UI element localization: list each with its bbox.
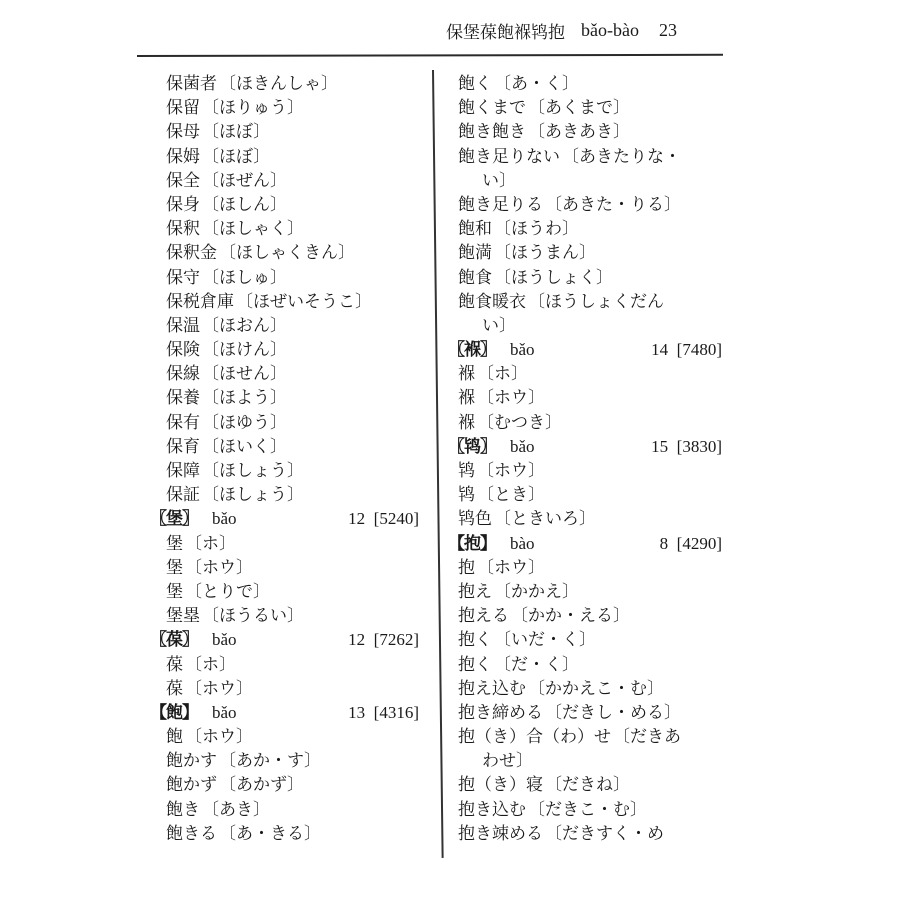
entry-word: 飽食暖衣 (458, 291, 526, 312)
entry-reading: 〔ホウ〕 (185, 727, 253, 748)
word-entry (448, 411, 728, 435)
entry-reading: 〔だきあ (613, 727, 681, 748)
headword-entry (150, 701, 425, 725)
word-entry (448, 653, 728, 677)
entry-word: 褓 (458, 364, 475, 385)
entry-word: 保全 (166, 170, 200, 191)
word-entry (150, 241, 425, 265)
stroke-count: 15 (651, 436, 669, 456)
stroke-count-and-code (660, 532, 722, 556)
right-column (448, 72, 728, 846)
word-entry (448, 217, 728, 241)
word-entry (448, 241, 728, 265)
entry-word: 抱き締める (458, 702, 543, 723)
entry-word: 保菌者 (166, 74, 217, 94)
entry-word: 保釈金 (166, 243, 217, 264)
word-entry (448, 725, 728, 749)
word-entry (448, 773, 728, 797)
entry-reading: 〔ホウ〕 (185, 557, 253, 578)
entry-reading: 〔とき〕 (477, 485, 545, 506)
entry-word: 褓 (458, 388, 475, 409)
entry-reading: 〔ホウ〕 (185, 678, 253, 699)
entry-reading: 〔いだ・く〕 (494, 630, 596, 651)
entry-word: 鸨 (458, 485, 475, 506)
stroke-count-and-code (651, 435, 722, 459)
entry-reading: 〔かかえこ・む〕 (528, 678, 664, 699)
entry-reading: 〔ときいろ〕 (494, 509, 596, 530)
entry-word: 抱く (458, 654, 492, 675)
word-entry (150, 193, 425, 217)
entry-word: 葆 (166, 654, 183, 675)
word-entry (150, 266, 425, 290)
header-rule (137, 54, 723, 57)
word-entry (448, 290, 728, 314)
entry-word: 鸨色 (458, 509, 492, 530)
entry-word: 保姆 (166, 146, 200, 167)
entry-word: 抱える (458, 606, 509, 627)
word-entry (150, 653, 425, 677)
entry-reading: 〔かか・える〕 (511, 606, 630, 627)
word-entry (448, 96, 728, 120)
headword-entry (448, 532, 728, 556)
running-header (446, 14, 677, 46)
entry-reading: 〔だきね〕 (545, 775, 630, 796)
headword-entry (448, 435, 728, 459)
headword-character: 〖堡〗 (150, 509, 198, 530)
entry-word: 飽かす (166, 751, 217, 772)
entry-word: 抱く (458, 630, 492, 651)
entry-reading: 〔ホウ〕 (477, 461, 545, 481)
entry-reading: 〔ほうしょくだん (528, 291, 664, 312)
entry-word: 飽食 (458, 267, 492, 288)
word-entry (150, 822, 425, 846)
entry-reading: 〔とりで〕 (185, 581, 270, 602)
headword-character: 〖鸨〗 (448, 436, 496, 457)
entry-reading: 〔あかず〕 (219, 775, 304, 796)
entry-word: 抱き込む (458, 799, 526, 820)
word-entry (150, 338, 425, 362)
word-entry (448, 72, 728, 96)
stroke-count-and-code (651, 338, 722, 362)
entry-word: 保温 (166, 315, 200, 336)
stroke-count-and-code (348, 628, 419, 652)
word-entry (150, 580, 425, 604)
entry-continuation (448, 169, 728, 193)
word-entry (150, 145, 425, 169)
word-entry (448, 628, 728, 652)
entry-word: 抱え (458, 581, 492, 602)
entry-reading: 〔ホウ〕 (477, 557, 545, 578)
word-entry (448, 386, 728, 410)
headword-entry (150, 628, 425, 652)
headword-pinyin: bǎo (510, 436, 535, 456)
entry-word: 保留 (166, 98, 200, 119)
entry-reading: 〔あき〕 (202, 799, 270, 820)
entry-word: 褓 (458, 412, 475, 433)
entry-reading: わせ〕 (482, 751, 533, 772)
word-entry (150, 604, 425, 628)
word-entry (150, 459, 425, 483)
word-entry (150, 120, 425, 144)
left-column (150, 72, 425, 846)
headword-entry (150, 507, 425, 531)
entry-word: 抱え込む (458, 678, 526, 699)
entry-reading: 〔あか・す〕 (219, 751, 321, 772)
entry-word: 鸨 (458, 461, 475, 481)
word-entry (150, 314, 425, 338)
entry-word: 飽きる (166, 823, 217, 844)
entry-reading: 〔ほうしょく〕 (494, 267, 613, 288)
entry-reading: 〔ほぜん〕 (202, 170, 287, 191)
entry-reading: 〔ホウ〕 (477, 388, 545, 409)
stroke-count: 12 (348, 509, 366, 529)
headword-pinyin: bǎo (510, 340, 535, 360)
entry-word: 保障 (166, 461, 200, 481)
word-entry (448, 604, 728, 628)
entry-reading: 〔ほきんしゃ〕 (219, 74, 338, 94)
headword-character: 〖褓〗 (448, 340, 496, 361)
stroke-count: 8 (659, 533, 669, 553)
headword-character: 【抱】 (448, 533, 496, 554)
headword-pinyin: bǎo (212, 509, 237, 529)
word-entry (150, 435, 425, 459)
entry-reading: 〔ホ〕 (477, 364, 528, 385)
entry-word: 飽き足りる (458, 194, 543, 215)
word-entry (150, 386, 425, 410)
entry-reading: い〕 (482, 315, 516, 336)
entry-word: 堡 (166, 557, 183, 578)
entry-reading: 〔ほうわ〕 (494, 219, 579, 240)
page-number: 23 (658, 19, 677, 40)
entry-word: 保有 (166, 412, 200, 433)
entry-reading: 〔ほけん〕 (202, 340, 287, 361)
entry-word: 保釈 (166, 219, 200, 240)
entry-word: 飽和 (458, 219, 492, 240)
entry-reading: 〔あ・く〕 (494, 74, 579, 94)
entry-word: 飽く (458, 74, 492, 94)
entry-reading: 〔ホ〕 (185, 533, 236, 554)
word-entry (448, 459, 728, 483)
stroke-count: 12 (348, 630, 366, 650)
entry-word: 飽き (166, 799, 200, 820)
entry-reading: 〔ほしゃくきん〕 (219, 243, 355, 264)
entry-reading: い〕 (482, 170, 516, 191)
word-entry (448, 483, 728, 507)
entry-word: 飽満 (458, 243, 492, 264)
word-entry (448, 507, 728, 531)
entry-word: 飽 (166, 727, 183, 748)
word-entry (150, 725, 425, 749)
headword-character: 【飽】 (150, 702, 198, 723)
word-entry (448, 677, 728, 701)
word-entry (448, 145, 728, 169)
entry-continuation (448, 749, 728, 773)
entry-reading: 〔ほうるい〕 (202, 606, 304, 627)
word-entry (150, 169, 425, 193)
word-entry (448, 266, 728, 290)
entry-word: 抱（き）合（わ）せ (458, 727, 611, 748)
entry-reading: 〔ホ〕 (185, 654, 236, 675)
entry-word: 飽くまで (458, 98, 526, 119)
word-entry (448, 120, 728, 144)
entry-reading: 〔ほよう〕 (202, 388, 287, 409)
entry-reading: 〔あくまで〕 (528, 98, 630, 119)
entry-reading: 〔だきすく・め (545, 823, 664, 844)
word-entry (448, 362, 728, 386)
entry-reading: 〔ほしゃく〕 (202, 219, 304, 240)
entry-word: 保険 (166, 340, 200, 361)
entry-reading: 〔ほしゅ〕 (202, 267, 287, 288)
entry-word: 抱（き）寝 (458, 775, 543, 796)
entry-reading: 〔ほりゅう〕 (202, 98, 304, 119)
entry-reading: 〔だきこ・む〕 (528, 799, 647, 820)
entry-word: 葆 (166, 678, 183, 699)
word-entry (448, 822, 728, 846)
column-divider (432, 70, 443, 858)
word-entry (150, 72, 425, 96)
entry-word: 飽かず (166, 775, 217, 796)
stroke-count-and-code (348, 701, 419, 725)
entry-word: 保守 (166, 267, 200, 288)
entry-reading: 〔ほぼ〕 (202, 122, 271, 143)
stroke-count-and-code (348, 507, 419, 531)
headword-entry (448, 338, 728, 362)
character-code: [7262] (373, 630, 419, 650)
word-entry (150, 217, 425, 241)
entry-word: 保税倉庫 (166, 291, 234, 312)
stroke-count: 14 (651, 340, 669, 360)
word-entry (150, 483, 425, 507)
word-entry (150, 532, 425, 556)
stroke-count: 13 (348, 702, 366, 722)
word-entry (150, 290, 425, 314)
entry-word: 保証 (166, 485, 200, 506)
headword-character: 〖葆〗 (150, 630, 198, 651)
entry-reading: 〔あきたりな・ (562, 146, 681, 167)
headword-pinyin: bǎo (212, 630, 237, 650)
entry-reading: 〔ほいく〕 (202, 436, 287, 457)
entry-word: 保母 (166, 122, 200, 143)
word-entry (448, 701, 728, 725)
entry-reading: 〔ほゆう〕 (202, 412, 287, 433)
entry-word: 堡 (166, 581, 183, 602)
header-characters: 保堡葆飽褓鸨抱 (446, 22, 565, 43)
entry-word: 抱 (458, 557, 475, 578)
entry-word: 堡 (166, 533, 183, 554)
word-entry (448, 556, 728, 580)
entry-word: 保線 (166, 364, 200, 385)
entry-reading: 〔ほしょう〕 (202, 461, 304, 481)
word-entry (150, 773, 425, 797)
word-entry (150, 798, 425, 822)
entry-word: 保養 (166, 388, 200, 409)
word-entry (150, 749, 425, 773)
word-entry (150, 96, 425, 120)
word-entry (150, 556, 425, 580)
entry-word: 抱き竦める (458, 823, 543, 844)
entry-reading: 〔だきし・める〕 (545, 702, 681, 723)
headword-pinyin: bǎo (212, 702, 237, 722)
entry-reading: 〔ほぜいそうこ〕 (236, 291, 372, 312)
word-entry (448, 798, 728, 822)
entry-reading: 〔ほおん〕 (202, 315, 287, 336)
character-code: [3830] (676, 436, 722, 456)
headword-pinyin: bào (510, 533, 535, 553)
entry-word: 保育 (166, 436, 200, 457)
header-pinyin-range: bǎo-bào (581, 19, 639, 40)
entry-word: 保身 (166, 194, 200, 215)
character-code: [4290] (676, 533, 722, 553)
word-entry (448, 193, 728, 217)
word-entry (448, 580, 728, 604)
entry-reading: 〔あきあき〕 (528, 122, 630, 143)
entry-continuation (448, 314, 728, 338)
entry-reading: 〔かかえ〕 (494, 581, 579, 602)
entry-reading: 〔ほしょう〕 (202, 485, 304, 506)
entry-reading: 〔だ・く〕 (494, 654, 579, 675)
entry-reading: 〔あ・きる〕 (219, 823, 321, 844)
character-code: [4316] (373, 702, 419, 722)
word-entry (150, 362, 425, 386)
entry-reading: 〔ほせん〕 (202, 364, 287, 385)
entry-reading: 〔ほぼ〕 (202, 146, 271, 167)
entry-reading: 〔ほしん〕 (202, 194, 287, 215)
entry-word: 堡塁 (166, 606, 200, 627)
word-entry (150, 677, 425, 701)
entry-reading: 〔ほうまん〕 (494, 243, 596, 264)
entry-word: 飽き足りない (458, 146, 560, 167)
entry-reading: 〔あきた・りる〕 (545, 194, 681, 215)
entry-reading: 〔むつき〕 (477, 412, 562, 433)
character-code: [7480] (676, 340, 722, 360)
character-code: [5240] (373, 509, 419, 529)
word-entry (150, 411, 425, 435)
entry-word: 飽き飽き (458, 122, 526, 143)
